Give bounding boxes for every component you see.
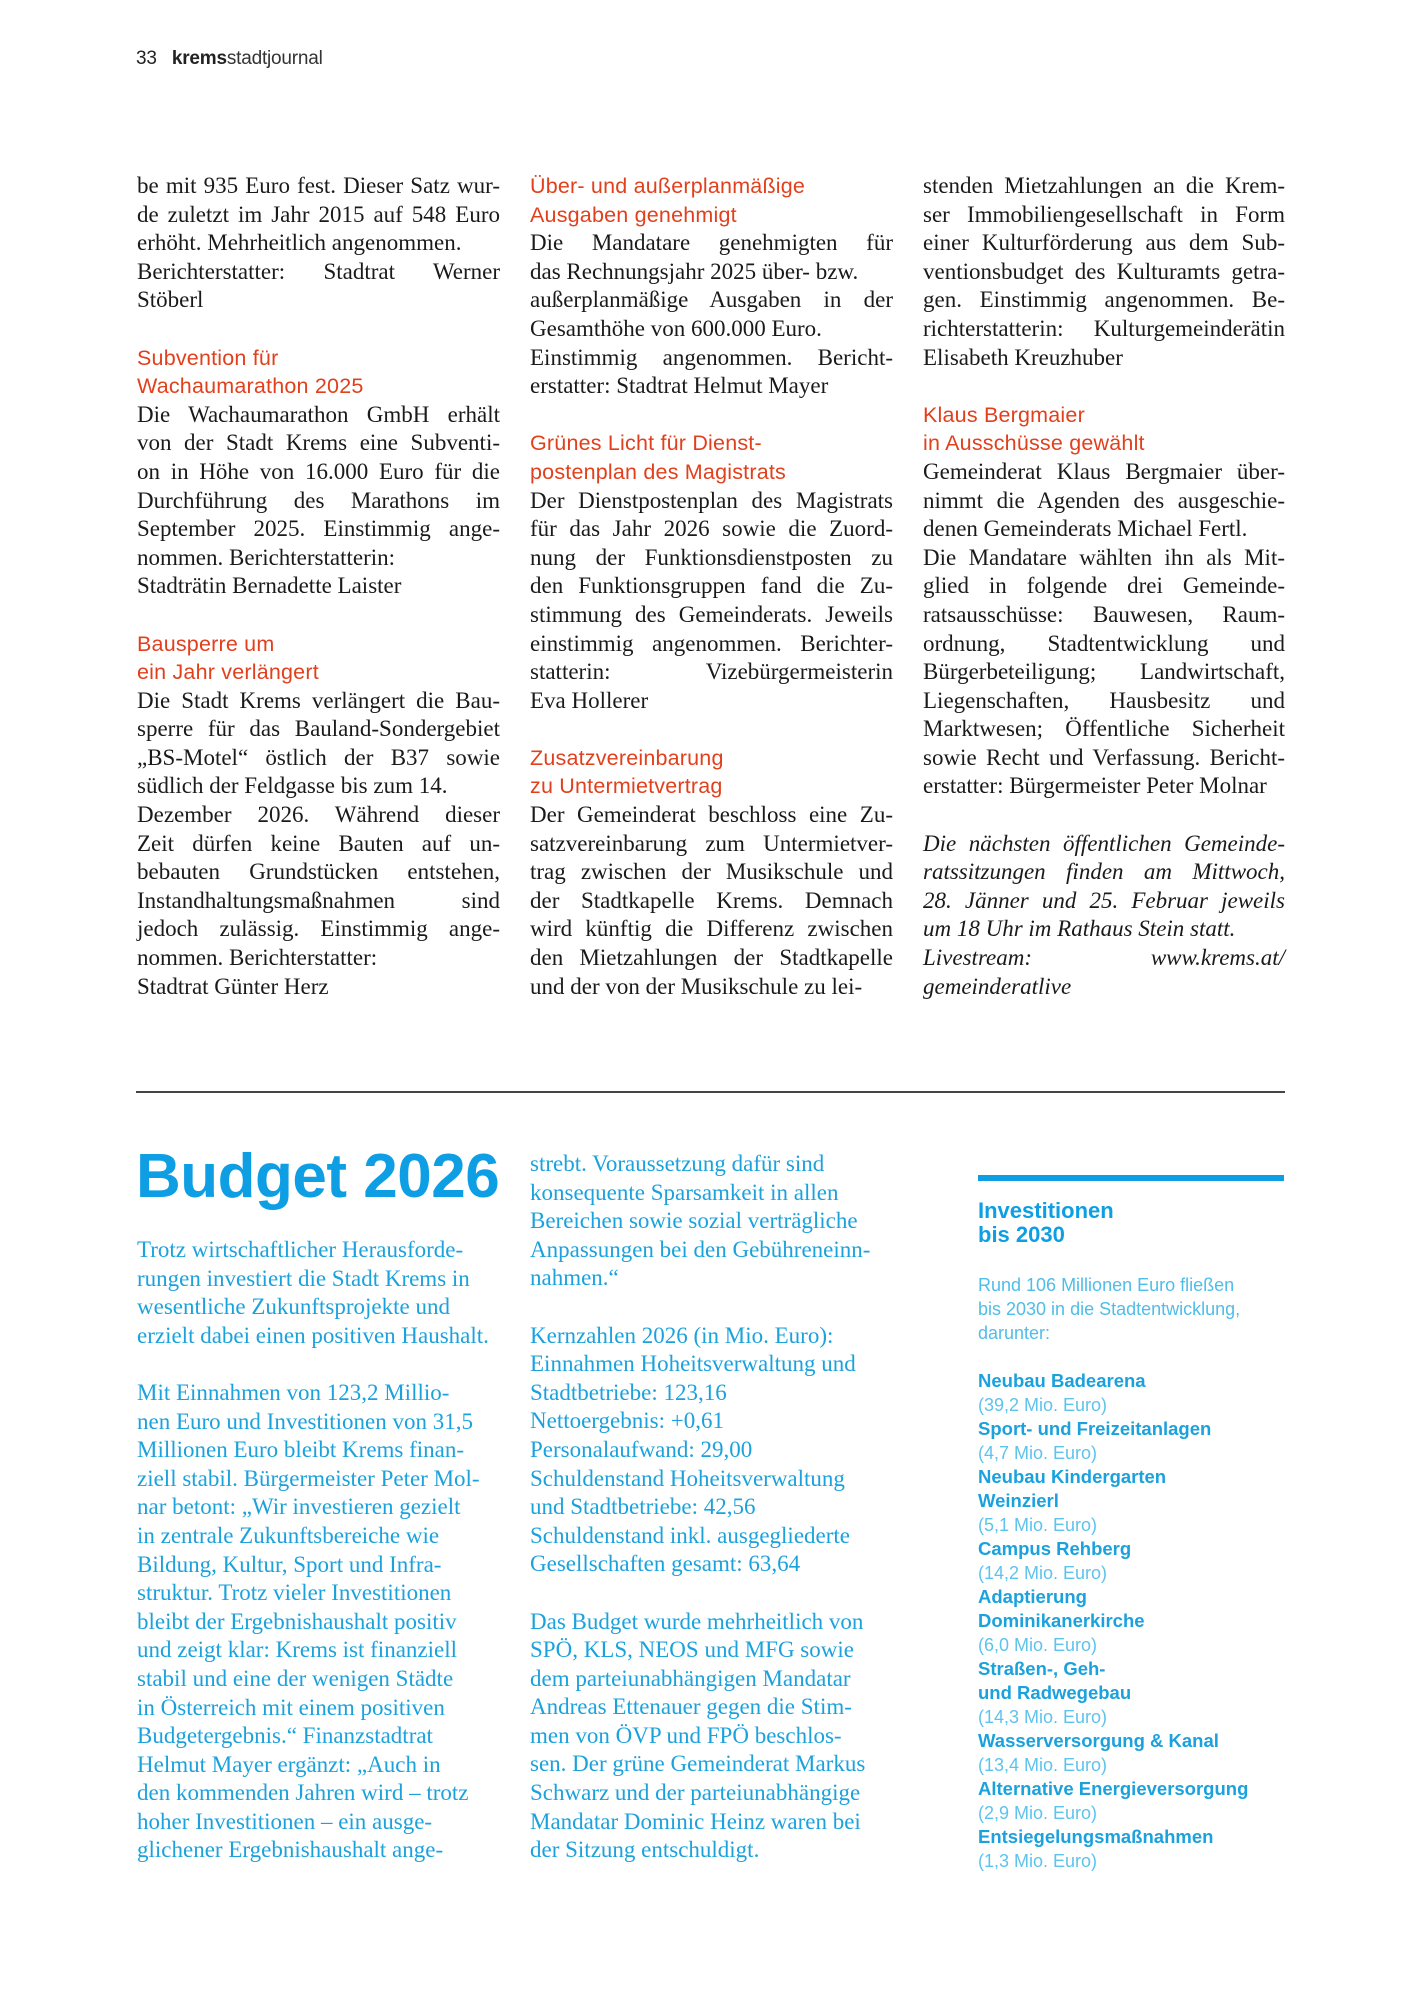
continued-text: [137, 172, 500, 315]
text-line: Die Stadt Krems verlängert die Bau-: [137, 687, 500, 713]
investment-item: [978, 1729, 1284, 1777]
text-line: Der Gemeinderat beschloss eine Zu-: [530, 802, 893, 828]
text-line: Elisabeth Kreuzhuber: [923, 344, 1123, 370]
text-line: Schuldenstand inkl. ausgegliederte: [530, 1522, 851, 1548]
text-line: der Sitzung entschuldigt.: [530, 1837, 760, 1863]
text-line: 28. Jänner und 25. Februar jeweils: [923, 887, 1285, 913]
text-line: nar betont: „Wir investieren gezielt: [137, 1494, 461, 1520]
text-line: bebauten Grundstücken entstehen,: [137, 859, 500, 885]
text-line: men von ÖVP und FPÖ beschlos-: [530, 1722, 842, 1748]
text-line: Stöberl: [137, 287, 204, 313]
text-line: Liegenschaften, Hausbesitz und: [923, 687, 1285, 713]
text-line: satzvereinbarung zum Untermietver-: [530, 830, 893, 856]
investment-name: Straßen-, Geh-: [978, 1658, 1106, 1679]
text-line: stabil und eine der wenigen Städte: [137, 1665, 454, 1691]
investment-item: [978, 1537, 1284, 1585]
text-line: Schwarz und der parteiunabhängige: [530, 1780, 861, 1806]
article-column-3: [923, 172, 1285, 1001]
text-line: Trotz wirtschaftlicher Herausforde-: [137, 1237, 464, 1262]
continued-text-untermietvertrag: [923, 172, 1285, 372]
text-line: Gemeinderat Klaus Bergmaier über-: [923, 458, 1285, 484]
text-line: erstatter: Stadtrat Helmut Mayer: [530, 373, 829, 399]
investment-name: Entsiegelungsmaßnahmen: [978, 1826, 1214, 1847]
text-line: on in Höhe von 16.000 Euro für die: [137, 458, 500, 484]
text-line: stenden Mietzahlungen an die Krem-: [923, 173, 1285, 198]
text-line: trag zwischen der Musikschule und: [530, 859, 893, 885]
budget-column-1: [137, 1236, 507, 1865]
text-line: Bausperre um: [137, 631, 275, 656]
investment-name: Neubau Badearena: [978, 1370, 1146, 1391]
investment-name: Sport- und Freizeitanlagen: [978, 1418, 1212, 1439]
section-heading-bausperre: [137, 630, 500, 687]
text-line: strebt. Voraussetzung dafür sind: [530, 1151, 825, 1176]
text-line: ziell stabil. Bürgermeister Peter Mol-: [137, 1465, 480, 1491]
investment-name: Adaptierung: [978, 1586, 1087, 1607]
text-line: Die Wachaumarathon GmbH erhält: [137, 401, 500, 427]
text-line: bis 2030: [978, 1222, 1065, 1247]
text-line: südlich der Feldgasse bis zum 14.: [137, 773, 448, 799]
text-line: Rund 106 Millionen Euro fließen: [978, 1275, 1235, 1295]
text-line: sen. Der grüne Gemeinderat Markus: [530, 1751, 866, 1777]
text-line: Instandhaltungsmaßnahmen sind: [137, 887, 500, 913]
text-line: Einstimmig angenommen. Bericht-: [530, 344, 893, 370]
text-line: Andreas Ettenauer gegen die Stim-: [530, 1694, 852, 1720]
text-line: hoher Investitionen – ein ausge-: [137, 1808, 433, 1834]
investment-list: [978, 1369, 1284, 1873]
text-line: in Österreich mit einem positiven: [137, 1694, 445, 1720]
text-line: den Mietzahlungen der Stadtkapelle: [530, 945, 893, 971]
article-column-1: [137, 172, 500, 1001]
section-body-wachaumarathon: [137, 401, 500, 601]
text-line: struktur. Trotz vieler Investitionen: [137, 1580, 452, 1606]
text-line: glichener Ergebnishaushalt ange-: [137, 1837, 444, 1863]
text-line: Mandatar Dominic Heinz waren bei: [530, 1808, 861, 1834]
text-line: Nettoergebnis: +0,61: [530, 1408, 724, 1434]
text-line: stimmung des Gemeinderats. Jeweils: [530, 601, 893, 627]
text-line: Der Dienstpostenplan des Magistrats: [530, 487, 893, 513]
text-line: Bürgerbeteiligung; Landwirtschaft,: [923, 659, 1285, 685]
text-line: nommen. Berichterstatterin:: [137, 544, 396, 570]
text-line: und der von der Musikschule zu lei-: [530, 973, 863, 999]
section-body-ausgaben: [530, 229, 893, 401]
text-line: postenplan des Magistrats: [530, 459, 786, 484]
text-line: Marktwesen; Öffentliche Sicherheit: [923, 716, 1285, 742]
text-line: Kernzahlen 2026 (in Mio. Euro):: [530, 1322, 834, 1348]
text-line: ser Immobiliengesellschaft in Form: [923, 201, 1285, 227]
section-body-dienstpostenplan: [530, 487, 893, 716]
investment-item: [978, 1369, 1284, 1417]
text-line: Die nächsten öffentlichen Gemeinde-: [923, 830, 1285, 856]
text-line: de zuletzt im Jahr 2015 auf 548 Euro: [137, 201, 500, 227]
text-line: in Ausschüsse gewählt: [923, 431, 1145, 456]
section-heading-ausgaben: [530, 172, 893, 229]
text-line: Die Mandatare wählten ihn als Mit-: [923, 544, 1285, 570]
text-line: Millionen Euro bleibt Krems finan-: [137, 1437, 465, 1463]
sidebar-title: [978, 1199, 1284, 1247]
page-number: 33: [136, 48, 157, 69]
budget-column-2: [530, 1150, 900, 1865]
text-line: um 18 Uhr im Rathaus Stein statt.: [923, 916, 1236, 942]
text-line: rungen investiert die Stadt Krems in: [137, 1265, 470, 1291]
investment-name: und Radwegebau: [978, 1682, 1132, 1703]
text-line: sowie Recht und Verfassung. Bericht-: [923, 744, 1285, 770]
investment-name: Alternative Energieversorgung: [978, 1778, 1249, 1799]
text-line: nen Euro und Investitionen von 31,5: [137, 1408, 474, 1434]
text-line: Eva Hollerer: [530, 687, 649, 713]
text-line: Die Mandatare genehmigten für: [530, 230, 893, 256]
investment-amount: (39,2 Mio. Euro): [978, 1395, 1108, 1415]
text-line: und zeigt klar: Krems ist finanziell: [137, 1637, 457, 1663]
budget-key-figures: [530, 1322, 900, 1579]
investment-amount: (13,4 Mio. Euro): [978, 1755, 1108, 1775]
meeting-notice: [923, 830, 1285, 1002]
text-line: gen. Einstimmig angenommen. Be-: [923, 287, 1285, 313]
text-line: Gesamthöhe von 600.000 Euro.: [530, 315, 822, 341]
text-line: Stadträtin Bernadette Laister: [137, 573, 402, 599]
text-line: nimmt die Agenden des ausgeschie-: [923, 487, 1285, 513]
text-line: ein Jahr verlängert: [137, 660, 319, 685]
investment-item: [978, 1777, 1284, 1825]
text-line: bleibt der Ergebnishaushalt positiv: [137, 1608, 457, 1634]
text-line: Klaus Bergmaier: [923, 402, 1085, 427]
section-heading-wachaumarathon: [137, 344, 500, 401]
section-divider: [136, 1091, 1285, 1093]
text-line: „BS-Motel“ östlich der B37 sowie: [137, 744, 500, 770]
text-line: jedoch zulässig. Einstimmig ange-: [137, 916, 500, 942]
text-line: in zentrale Zukunftsbereiche wie: [137, 1522, 440, 1548]
investment-item: [978, 1465, 1284, 1537]
investment-amount: (14,3 Mio. Euro): [978, 1707, 1108, 1727]
text-line: be mit 935 Euro fest. Dieser Satz wur-: [137, 173, 500, 198]
text-line: Über- und außerplanmäßige: [530, 174, 806, 198]
section-heading-untermietvertrag: [530, 744, 893, 801]
text-line: Zusatzvereinbarung: [530, 745, 724, 770]
text-line: Grünes Licht für Dienst-: [530, 431, 762, 456]
text-line: ratsausschüsse: Bauwesen, Raum-: [923, 601, 1285, 627]
section-heading-dienstpostenplan: [530, 429, 893, 486]
budget-quote-continued: [530, 1150, 900, 1293]
text-line: Zeit dürfen keine Bauten auf un-: [137, 830, 500, 856]
text-line: dem parteiunabhängigen Mandatar: [530, 1665, 851, 1691]
text-line: Bereichen sowie sozial verträgliche: [530, 1208, 858, 1234]
text-line: außerplanmäßige Ausgaben in der: [530, 287, 893, 313]
text-line: Das Budget wurde mehrheitlich von: [530, 1608, 864, 1634]
budget-vote-result: [530, 1608, 900, 1865]
section-body-bausperre: [137, 687, 500, 1002]
text-line: das Rechnungsjahr 2025 über- bzw.: [530, 258, 859, 284]
text-line: Anpassungen bei den Gebühreneinn-: [530, 1236, 871, 1262]
text-line: einer Kulturförderung aus dem Sub-: [923, 230, 1285, 256]
text-line: Livestream: www.krems.at/: [923, 945, 1285, 971]
text-line: Schuldenstand Hoheitsverwaltung: [530, 1465, 845, 1491]
investment-item: [978, 1657, 1284, 1729]
text-line: September 2025. Einstimmig ange-: [137, 516, 500, 542]
text-line: konsequente Sparsamkeit in allen: [530, 1179, 839, 1205]
investment-name: Campus Rehberg: [978, 1538, 1132, 1559]
investment-amount: (1,3 Mio. Euro): [978, 1851, 1098, 1871]
brand-name-bold: krems: [171, 48, 227, 69]
text-line: bis 2030 in die Stadtentwicklung,: [978, 1299, 1241, 1319]
budget-title: Budget 2026: [136, 1142, 500, 1211]
investment-name: Wasserversorgung & Kanal: [978, 1730, 1219, 1751]
text-line: denen Gemeinderats Michael Fertl.: [923, 516, 1248, 542]
text-line: der Stadtkapelle Krems. Demnach: [530, 887, 893, 913]
text-line: Helmut Mayer ergänzt: „Auch in: [137, 1751, 441, 1777]
investment-name: Neubau Kindergarten: [978, 1466, 1167, 1487]
text-line: richterstatterin: Kulturgemeinderätin: [923, 315, 1285, 341]
page-header: [136, 48, 323, 70]
text-line: Ausgaben genehmigt: [530, 202, 737, 227]
investment-amount: (6,0 Mio. Euro): [978, 1635, 1098, 1655]
text-line: statterin: Vizebürgermeisterin: [530, 659, 893, 685]
text-line: Gesellschaften gesamt: 63,64: [530, 1551, 801, 1577]
text-line: Wachaumarathon 2025: [137, 374, 364, 399]
sidebar-accent-bar: [978, 1175, 1284, 1181]
text-line: erzielt dabei einen positiven Haushalt.: [137, 1322, 489, 1348]
brand-name-light: stadtjournal: [226, 48, 323, 69]
text-line: ordnung, Stadtentwicklung und: [923, 630, 1285, 656]
investment-amount: (2,9 Mio. Euro): [978, 1803, 1098, 1823]
text-line: zu Untermietvertrag: [530, 774, 723, 799]
text-line: ventionsbudget des Kulturamts getra-: [923, 258, 1285, 284]
text-line: Personalaufwand: 29,00: [530, 1436, 753, 1462]
text-line: Investitionen: [978, 1198, 1114, 1223]
text-line: Stadtbetriebe: 123,16: [530, 1379, 727, 1405]
budget-quote: [137, 1379, 507, 1865]
text-line: nung der Funktionsdienstposten zu: [530, 544, 893, 570]
text-line: gemeinderatlive: [923, 973, 1072, 999]
text-line: den Funktionsgruppen fand die Zu-: [530, 573, 893, 599]
text-line: darunter:: [978, 1323, 1051, 1343]
text-line: erhöht. Mehrheitlich angenommen.: [137, 230, 462, 256]
text-line: wird künftig die Differenz zwischen: [530, 916, 893, 942]
section-heading-bergmaier: [923, 401, 1285, 458]
text-line: Mit Einnahmen von 123,2 Millio-: [137, 1379, 450, 1405]
text-line: Einnahmen Hoheitsverwaltung und: [530, 1351, 856, 1377]
text-line: nommen. Berichterstatter:: [137, 945, 378, 971]
text-line: SPÖ, KLS, NEOS und MFG sowie: [530, 1637, 854, 1663]
text-line: glied in folgende drei Gemeinde-: [923, 573, 1285, 599]
text-line: sperre für das Bauland-Sondergebiet: [137, 716, 500, 742]
text-line: Bildung, Kultur, Sport und Infra-: [137, 1551, 442, 1577]
section-body-untermietvertrag: [530, 801, 893, 1001]
text-line: Berichterstatter: Stadtrat Werner: [137, 258, 500, 284]
section-body-bergmaier: [923, 458, 1285, 801]
investment-amount: (4,7 Mio. Euro): [978, 1443, 1098, 1463]
investment-name: Weinzierl: [978, 1490, 1059, 1511]
text-line: Durchführung des Marathons im: [137, 487, 500, 513]
article-column-2: [530, 172, 893, 1001]
text-line: ratssitzungen finden am Mittwoch,: [923, 859, 1285, 885]
budget-intro: [137, 1236, 507, 1350]
text-line: Dezember 2026. Während dieser: [137, 802, 500, 828]
text-line: wesentliche Zukunftsprojekte und: [137, 1294, 450, 1320]
investment-item: [978, 1585, 1284, 1657]
investment-name: Dominikanerkirche: [978, 1610, 1145, 1631]
investment-amount: (14,2 Mio. Euro): [978, 1563, 1108, 1583]
investments-sidebar: [978, 1175, 1284, 1873]
text-line: und Stadtbetriebe: 42,56: [530, 1494, 756, 1520]
investment-item: [978, 1825, 1284, 1873]
sidebar-intro: [978, 1273, 1284, 1345]
investment-item: [978, 1417, 1284, 1465]
text-line: den kommenden Jahren wird – trotz: [137, 1780, 469, 1806]
text-line: Budgetergebnis.“ Finanzstadtrat: [137, 1723, 433, 1749]
text-line: erstatter: Bürgermeister Peter Molnar: [923, 773, 1267, 799]
text-line: einstimmig angenommen. Berichter-: [530, 630, 893, 656]
text-line: Stadtrat Günter Herz: [137, 973, 329, 999]
text-line: Subvention für: [137, 345, 279, 370]
text-line: von der Stadt Krems eine Subventi-: [137, 430, 500, 456]
investment-amount: (5,1 Mio. Euro): [978, 1515, 1098, 1535]
text-line: nahmen.“: [530, 1265, 619, 1291]
text-line: für das Jahr 2026 sowie die Zuord-: [530, 516, 893, 542]
